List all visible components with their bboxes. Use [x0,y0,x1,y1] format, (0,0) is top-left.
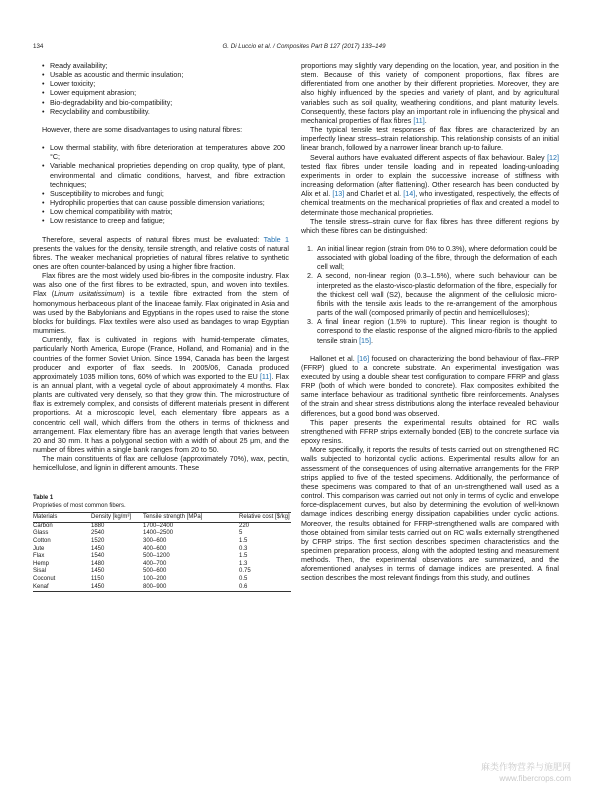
table-cell: Coconut [33,575,56,582]
running-header [33,43,575,55]
table-1-link[interactable]: Table 1 [263,235,289,244]
list-item: • Bio-degradability and bio-compatibility; [42,98,173,107]
table-cell: 1480 [91,560,105,567]
watermark [481,762,571,784]
list-item: 2. A second, non-linear region (0.3–1.5%), where such behaviour can be interpreted as the elasto-visco-plastic deformation of the fibre, especially for the thickest cell wall (S2), because the alignment of the cellulosic micro-fibrils with the tensile axis leads to the re-arrangement of the amorphous parts of the wall (composed primarily of pectin and hemicelluloses); [307,272,557,318]
journal-reference: G. Di Luccio et al. / Composites Part B 127 (2017) 133–149 [222,43,386,50]
bullet-icon: • [42,144,45,153]
table-cell: 500–1200 [143,553,170,560]
table-row [33,546,291,554]
table-row [33,530,291,538]
paragraph: Therefore, several aspects of natural fibres must be evaluated: Table 1 presents the values for the density, tensile strength, and relative costs of natural fibres. The weaker mechanical proprieties of natural fibres relative to synthetic ones are often counter-balanced by using a higher fibre fraction. [33,235,289,271]
table-row [33,576,291,584]
disadvantages-list [33,144,289,226]
table-cell: 500–600 [143,568,167,575]
paragraph: The typical tensile test responses of flax fibres are characterized by an imperfectly linear stress–strain relationship. This relationship consists of an initial linear branch, followed by a narrower linear branch up-to failure. [301,126,559,153]
watermark-url: www.fibercrops.com [499,774,571,783]
table-cell: 1450 [91,584,143,592]
paragraph: Currently, flax is cultivated in regions with humid-temperate climates, particularly North America, Europe (France, Holland, and Romania) and in the countries of the former Soviet Union. Since 1994, Canada has been the largest producer and exporter of flax seeds. In 2005/06, Canada produced approximately 1035 million tons, 60% of which was exported to the EU [11]. Flax is an annual plant, with a vegetal cycle of about approximately 4 months. Flax plants are cultivated very densely, so that they grow thin. The microstructure of flax is extremely complex, and consists of different materials present in different proportions. At a microscopic level, each elementary fibre appears as a concentric cell wall, which differs from the others in terms of thickness and arrangement. Flax elementary fibre has an average length that varies between 20 and 30 mm. It has a polygonal section with a width of about 25 μm, and the number of fibres within a single bank ranges from 20 to 50. [33,336,289,455]
table-cell: 1540 [91,553,105,560]
column-header: Materials [33,512,91,522]
table-cell: Carbon [33,522,53,529]
table-cell: 0.75 [239,568,251,575]
paragraph: Several authors have evaluated different aspects of flax behaviour. Baley [12] tested flax fibres under tensile loading and in repeated loading-unloading experiments in order to explain the successive increase of stiffness with increasing deformation (after flattening). Other research has been conducted by Alix et al. [13] and Charlet et al. [14], who investigated, respectively, the effects of chemical treatments on the mechanical proprieties of flax and created a model to determinate those mechanical proprieties. [301,153,559,217]
paragraph: proportions may slightly vary depending on the location, year, and position in the stem. Because of this variety of component proportions, flax fibres are differentiated from one another by their different proprieties. Moreover, they are also highly influenced by the species and variety of plant, and by agricultural variables such as soil quality, weathering conditions, and plant maturity levels. Consequently, these factors play an important role in influencing the physical and mechanical properties of flax fibres [11]. [301,62,559,125]
paragraph: More specifically, it reports the results of tests carried out on strengthened RC walls subjected to horizontal cyclic actions. Experimental results allow for an assessment of the consequences of using alternative arrangements for the FRP strips applied to five of the tested specimens. Additionally, the performance of these specimens was compared to that of an un-strengthened wall used as a control. This comparison was carried out not only in terms of cyclic and envelope force-displacement curves, but also by determining the evolution of well-known damage indices describing energy dissipation capabilities under cyclic actions. Moreover, the results obtained for FFRP-strengthened walls are compared with those obtained from similar tests carried out on RC walls externally strengthened by CFRP strips. The first section describes specimen characteristics and the specimen preparation process, along with the adopted testing and measurement methods. Then, the experimental observations are summarized, and the aforementioned analyses in terms of damage indices are presented. A final section describes the most relevant findings from this study, and outlines [301,446,559,583]
table-cell: 1700–2400 [143,522,174,529]
table-cell: 1880 [91,522,105,529]
table-row [33,553,291,561]
table-row [33,584,291,592]
list-item: 3. A final linear region (1.5% to rupture). This linear region is thought to correspond to the elastic response of the aligned micro-fibrils to the applied tensile strain [15]. [307,318,557,345]
table-cell: Kenaf [33,584,91,592]
table-cell: 400–700 [143,560,167,567]
citation-link[interactable]: [16] [357,354,370,363]
column-header: Tensile strength [MPa] [143,512,239,522]
bullet-icon: • [42,162,45,171]
bullet-icon: • [42,98,45,107]
table-row [33,561,291,569]
list-item: • Ready availability; [42,62,108,70]
paragraph: This paper presents the experimental results obtained for RC walls strengthened with FFRP strips externally bonded (EB) to the concrete surface via epoxy resins. [301,418,559,446]
table-cell: Flax [33,553,45,560]
table-row [33,538,291,546]
table-cell: 1.3 [239,560,248,567]
table-cell: 1520 [91,537,105,544]
table-cell: 2540 [91,530,105,537]
table-cell: 1.5 [239,553,248,560]
table-cell: 1450 [91,545,105,552]
bullet-icon: • [42,199,45,208]
bullet-icon: • [42,80,45,89]
species-name: Linum usitatissimum [54,290,123,299]
table-cell: 1450 [91,568,105,575]
paragraph: Flax fibres are the most widely used bio-fibres in the composite industry. Flax was also one of the first fibres to be extracted, spun, and woven into textiles. Flax (Linum usitatissimum) is a textile fibre extracted from the stem of homonymous herbaceous plant of the linaceae family. Flax originated in Asia and was used by the Babylonians and Egyptians in the ropes used to raise the stone blocks for buildings. Flax textiles were also used as bandages to wrap Egyptian mummies. [33,272,290,336]
page-number: 134 [33,43,44,50]
list-item: • Recyclability and combustibility. [42,107,150,116]
right-column [301,62,559,584]
paragraph: The main constituents of flax are cellulose (approximately 70%), wax, pectin, hemicellulose, and lignin in different amounts. These [33,455,289,473]
bullet-icon: • [42,71,45,80]
citation-link[interactable]: [13] [332,190,345,199]
paragraph: The tensile stress–strain curve for flax fibres has three different regions by which these fibres can be distinguished: [301,217,559,235]
table-cell: 100–200 [143,575,167,582]
citation-link[interactable]: [11] [413,116,425,125]
citation-link[interactable]: [15] [359,336,371,345]
table-cell: 0.3 [239,545,248,552]
table-cell: 300–600 [143,537,167,544]
table-cell: 1.5 [239,537,248,544]
table-cell: 400–600 [143,545,167,552]
list-item: • Hydrophilic properties that can cause possible dimension variations; [42,199,265,208]
table-cell: Cotton [33,537,51,544]
table-title: Table 1 [33,494,54,501]
bullet-icon: • [42,208,45,217]
list-item: • Low chemical compatibility with matrix; [42,208,173,217]
table-cell: Jute [33,545,45,552]
table-cell: 0.6 [239,584,291,592]
table-cell: Hemp [33,560,50,567]
list-item: • Lower toxicity; [42,80,96,89]
list-item: • Usable as acoustic and thermic insulation; [42,71,184,80]
table-cell: Glass [33,530,49,537]
list-item: • Lower equipment abrasion; [42,89,137,98]
table-row [33,568,291,576]
advantages-list [33,62,289,117]
paragraph: Hallonet et al. [16] focused on characterizing the bond behaviour of flax–FRP (FFRP) glued to a concrete substrate. An experimental investigation was executed by using a double shear test configuration to compare FFRP and glass FRP (both of which were bonded to concrete). Flax composites exhibited the same interface behaviour as traditional synthetic fibre reinforcements. Analyses of the strain and shear stress distributions along the interface revealed behaviour differences, but a good bond was observed. [301,354,559,418]
citation-link[interactable]: [14] [403,190,416,199]
bullet-icon: • [42,62,45,70]
table-cell: 0.5 [239,575,248,582]
bullet-icon: • [42,189,45,198]
table-caption: Proprieties of most common fibers. [33,502,126,509]
list-item: 1. An initial linear region (strain from 0% to 0.3%), where deformation could be associated with global loading of the fibre, through the deformation of each cell wall; [307,244,557,272]
list-item: • Low thermal stability, with fibre deterioration at temperatures above 200 °C; [42,144,285,162]
list-item: • Variable mechanical proprieties depending on crop quality, type of plant, environmental and climatic conditions, harvest, and fibre extraction techniques; [42,162,285,189]
table-cell: 800–900 [143,584,239,592]
table-cell: 1150 [91,575,104,582]
table-cell: 220 [239,522,250,529]
table-cell: 1400–2500 [143,530,174,537]
table-cell: 5 [239,530,243,537]
regions-list [301,245,559,346]
citation-link[interactable]: [12] [547,153,559,162]
column-header: Density [kg/m³] [91,512,143,522]
bullet-icon: • [42,89,45,98]
disadvantages-intro: However, there are some disadvantages to using natural fibres: [42,125,243,134]
table-cell: Sisal [33,568,47,575]
table-row [33,522,291,530]
citation-link[interactable]: [11] [259,372,272,381]
column-header: Relative cost [$/kg] [239,512,291,522]
left-column [33,62,289,592]
fibre-properties-table [33,512,291,593]
watermark-text: 麻类作物营养与施肥网 [480,762,571,772]
list-item: • Susceptibility to microbes and fungi; [42,189,164,198]
bullet-icon: • [42,107,45,116]
bullet-icon: • [42,217,45,226]
list-item: • Low resistance to creep and fatigue; [42,217,165,226]
